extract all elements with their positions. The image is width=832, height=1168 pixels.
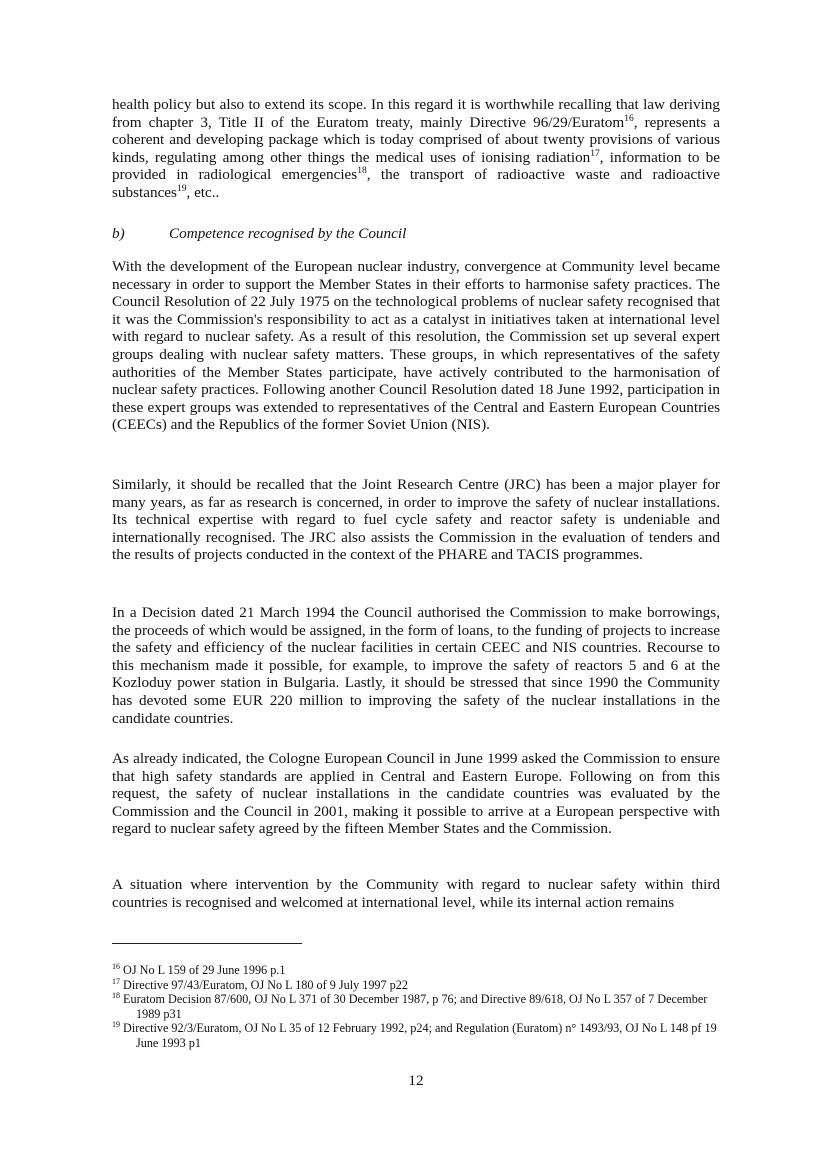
paragraph: With the development of the European nuclear industry, convergence at Community level became necessary in order to support the Member States in their efforts to harmonise safety practices. The Council Resolution of 22 July 1975 on the technological problems of nuclear safety recognised that it was the Commission's responsibility to act as a catalyst in initiatives taken at international level with regard to nuclear safety. As a result of this resolution, the Commission set up several expert groups dealing with nuclear safety matters. These groups, in which representatives of the safety authorities of the Member States participate, have actively contributed to the harmonisation of nuclear safety practices. Following another Council Resolution dated 18 June 1992, participation in these expert groups was extended to representatives of the Central and Eastern European Countries (CEECs) and the Republics of the former Soviet Union (NIS). [112,258,720,434]
footnote-text: Euratom Decision 87/600, OJ No L 371 of 30 December 1987, p 76; and Directive 89/618, OJ No L 357 of 7 December 1989 p31 [123,992,708,1021]
intro-paragraph [112,96,720,202]
page-number: 12 [408,1072,424,1089]
section-letter: b) [112,225,125,242]
intro-text-1: health policy but also to extend its scope. In this regard it is worthwhile recalling that law deriving from chapter 3, Title II of the Euratom treaty, mainly Directive 96/29/Euratom [112,96,720,131]
footnote-ref-16[interactable]: 16 [624,113,634,124]
paragraph: In a Decision dated 21 March 1994 the Council authorised the Commission to make borrowings, the proceeds of which would be assigned, in the form of loans, to the funding of projects to increase the safety and efficiency of the nuclear facilities in certain CEEC and NIS countries. Recourse to this mechanism made it possible, for example, to improve the safety of reactors 5 and 6 at the Kozloduy power station in Bulgaria. Lastly, it should be stressed that since 1990 the Community has devoted some EUR 220 million to improving the safety of the nuclear installations in the candidate countries. [112,604,720,727]
footnotes [112,963,722,1051]
footnote-text: Directive 92/3/Euratom, OJ No L 35 of 12 February 1992, p24; and Regulation (Euratom) n° 1493/93, OJ No L 148 pf 19 June 1993 p1 [123,1021,717,1050]
paragraph: Similarly, it should be recalled that the Joint Research Centre (JRC) has been a major player for many years, as far as research is concerned, in order to improve the safety of nuclear installations. Its technical expertise with regard to fuel cycle safety and reactor safety is undeniable and internationally recognised. The JRC also assists the Commission in the evaluation of tenders and the results of projects conducted in the context of the PHARE and TACIS programmes. [112,476,720,564]
intro-text-5: , etc.. [186,183,220,201]
section-heading [112,225,406,243]
footnote-ref-19[interactable]: 19 [176,183,187,194]
footnote-text: Directive 97/43/Euratom, OJ No L 180 of 9 July 1997 p22 [123,977,408,992]
footnote-divider [112,943,302,944]
footnote-19 [112,1021,722,1050]
footnote-number: 18 [112,991,120,1001]
intro-text-2: , represents a coherent and developing package which is today comprised of about twenty provisions of various kinds, regulating among other things the medical uses of ionising radiation [112,113,720,166]
footnote-17 [112,978,722,993]
footnote-ref-17[interactable]: 17 [590,148,600,159]
intro-text-4: , the transport of radioactive waste and radioactive substances [112,166,721,201]
paragraph: A situation where intervention by the Community with regard to nuclear safety within third countries is recognised and welcomed at international level, while its internal action remains [112,876,720,911]
footnote-number: 16 [112,961,120,971]
footnote-18 [112,992,722,1021]
footnote-ref-18[interactable]: 18 [357,166,367,177]
footnote-number: 19 [112,1020,120,1030]
section-title: Competence recognised by the Council [169,225,407,242]
footnote-number: 17 [112,976,120,986]
intro-text-3: , information to be provided in radiological emergencies [112,148,720,184]
paragraph: As already indicated, the Cologne European Council in June 1999 asked the Commission to ensure that high safety standards are applied in Central and Eastern Europe. Following on from this request, the safety of nuclear installations in the candidate countries was evaluated by the Commission and the Council in 2001, making it possible to arrive at a European perspective with regard to nuclear safety agreed by the fifteen Member States and the Commission. [112,750,720,838]
footnote-16 [112,963,722,978]
footnote-text: OJ No L 159 of 29 June 1996 p.1 [123,963,286,977]
